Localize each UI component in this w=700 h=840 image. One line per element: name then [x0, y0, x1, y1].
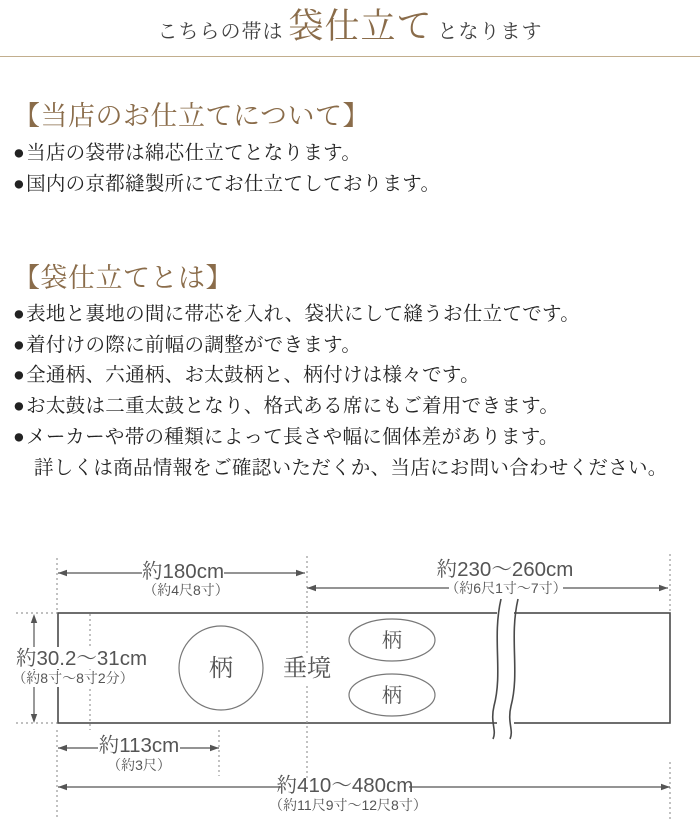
- bullet-icon: ●: [13, 426, 26, 448]
- pattern-ellipse-bottom-label: 柄: [382, 685, 402, 707]
- list-item: [13, 139, 440, 170]
- bullet-text: 当店の袋帯は綿芯仕立てとなります。: [26, 143, 362, 164]
- arrowhead-icon: [58, 745, 67, 751]
- header-divider-line: [0, 56, 700, 57]
- arrowhead-icon: [58, 570, 67, 576]
- dim-label-band-width: 約30.2〜31cm: [16, 647, 148, 670]
- arrowhead-icon: [296, 570, 305, 576]
- band-break-mask: [497, 597, 514, 740]
- bullet-text: メーカーや帯の種類によって長さや幅に個体差があります。: [26, 426, 559, 448]
- dim-sublabel-8sun-8sun2bu: （約8寸〜8寸2分）: [12, 670, 134, 686]
- title-suffix: となります: [437, 21, 543, 43]
- bullet-icon: ●: [13, 304, 26, 325]
- list-item: [13, 423, 668, 454]
- arrowhead-icon: [659, 585, 668, 591]
- shop-tailoring-bullet-list: [13, 139, 440, 200]
- arrowhead-icon: [31, 714, 37, 723]
- bullet-icon: ●: [13, 334, 26, 356]
- dim-label-180cm: 約180cm: [141, 560, 225, 583]
- bullet-icon: ●: [13, 143, 26, 164]
- dim-sublabel-11shaku9sun-12shaku8sun: （約11尺9寸〜12尺8寸）: [269, 797, 427, 813]
- bullet-icon: ●: [13, 396, 26, 418]
- arrowhead-icon: [307, 585, 316, 591]
- dim-label-113cm: 約113cm: [98, 734, 180, 757]
- list-item: [13, 170, 440, 201]
- obi-dimension-diagram: [0, 540, 700, 840]
- note-text: 詳しくは商品情報をご確認いただくか、当店にお問い合わせください。: [34, 457, 668, 479]
- bullet-text: 全通柄、六通柄、お太鼓柄と、柄付けは様々です。: [26, 365, 480, 387]
- pattern-circle-label: 柄: [209, 655, 233, 682]
- dim-label-410-480cm: 約410〜480cm: [276, 774, 414, 797]
- tare-boundary-label: 垂境: [283, 655, 331, 682]
- page-title: [0, 0, 700, 55]
- bullet-icon: ●: [13, 173, 26, 195]
- fukuro-jitate-bullet-list: [13, 300, 668, 484]
- dim-sublabel-6shaku1sun-7sun: （約6尺1寸〜7寸）: [445, 580, 567, 596]
- bullet-text: お太鼓は二重太鼓となり、格式ある席にもご着用できます。: [26, 396, 560, 418]
- arrowhead-icon: [58, 784, 67, 790]
- list-item: [13, 300, 668, 331]
- bullet-text: 着付けの際に前幅の調整ができます。: [26, 334, 362, 356]
- section-heading-shop-tailoring: 【当店のお仕立てについて】: [13, 101, 370, 131]
- pattern-ellipse-top-label: 柄: [382, 630, 402, 652]
- title-highlight: 袋仕立て: [288, 7, 433, 46]
- bullet-icon: ●: [13, 365, 26, 387]
- list-item: [13, 361, 668, 392]
- title-prefix: こちらの帯は: [157, 21, 284, 43]
- dim-label-230-260cm: 約230〜260cm: [436, 558, 574, 581]
- arrowhead-icon: [661, 784, 670, 790]
- dim-sublabel-4shaku8sun: （約4尺8寸）: [143, 582, 229, 598]
- bullet-text: 表地と裏地の間に帯芯を入れ、袋状にして縫うお仕立てです。: [26, 304, 581, 325]
- arrowhead-icon: [31, 614, 37, 623]
- dim-sublabel-3shaku: （約3尺）: [107, 757, 171, 773]
- list-item: [13, 331, 668, 362]
- section-heading-fukuro-jitate: 【袋仕立てとは】: [13, 263, 233, 293]
- list-item: [13, 392, 668, 423]
- arrowhead-icon: [210, 745, 219, 751]
- bullet-text: 国内の京都縫製所にてお仕立てしております。: [26, 173, 441, 195]
